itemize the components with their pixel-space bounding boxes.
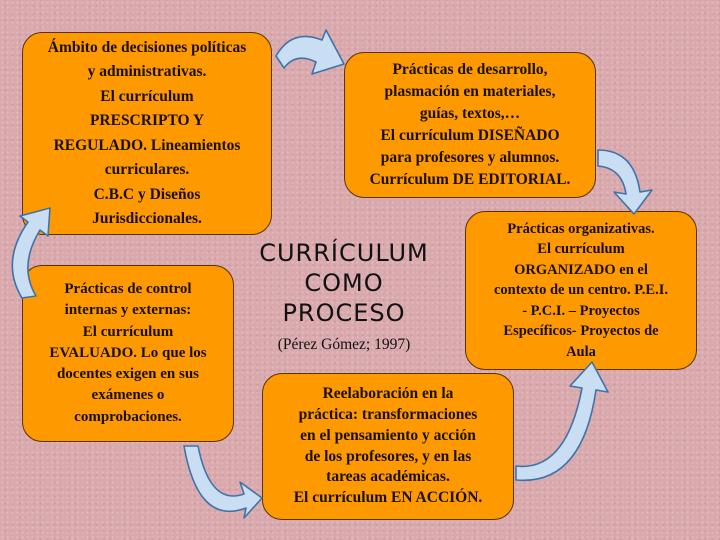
- diagram-citation: (Pérez Gómez; 1997): [277, 336, 411, 353]
- box-prescribed-curriculum-text: Ámbito de decisiones políticas y administrativas. El currículum PRESCRIPTO Y REGULADO. Lineamientos curriculares. C.B.C y Diseños Jurisdiccionales.: [47, 38, 247, 227]
- curved-arrow-icon: [184, 446, 262, 518]
- curved-arrow-icon: [12, 208, 50, 298]
- curved-arrow-icon: [598, 150, 652, 214]
- box-organized-curriculum-text: Prácticas organizativas. El currículum ORGANIZADO en el contexto de un centro. P.E.I. - P.C.I. – Proyectos Específicos- Proyectos de Aula: [494, 220, 668, 360]
- curved-arrow-icon: [516, 362, 608, 480]
- box-designed-curriculum-text: Prácticas de desarrollo, plasmación en materiales, guías, textos,… El currículum DISEÑADO para profesores y alumnos. Currículum DE EDITORIAL.: [369, 61, 571, 188]
- box-evaluated-curriculum-text: Prácticas de control internas y externas: El currículum EVALUADO. Lo que los docentes exigen en sus exámenes o comprobaciones.: [49, 280, 207, 425]
- curved-arrow-icon: [276, 30, 344, 74]
- box-curriculum-in-action-text: Reelaboración en la práctica: transformaciones en el pensamiento y acción de los profesores, y en las tareas académicas. El currículum EN ACCIÓN.: [293, 385, 483, 507]
- diagram-center-title: CURRÍCULUM COMO PROCESO: [259, 239, 429, 327]
